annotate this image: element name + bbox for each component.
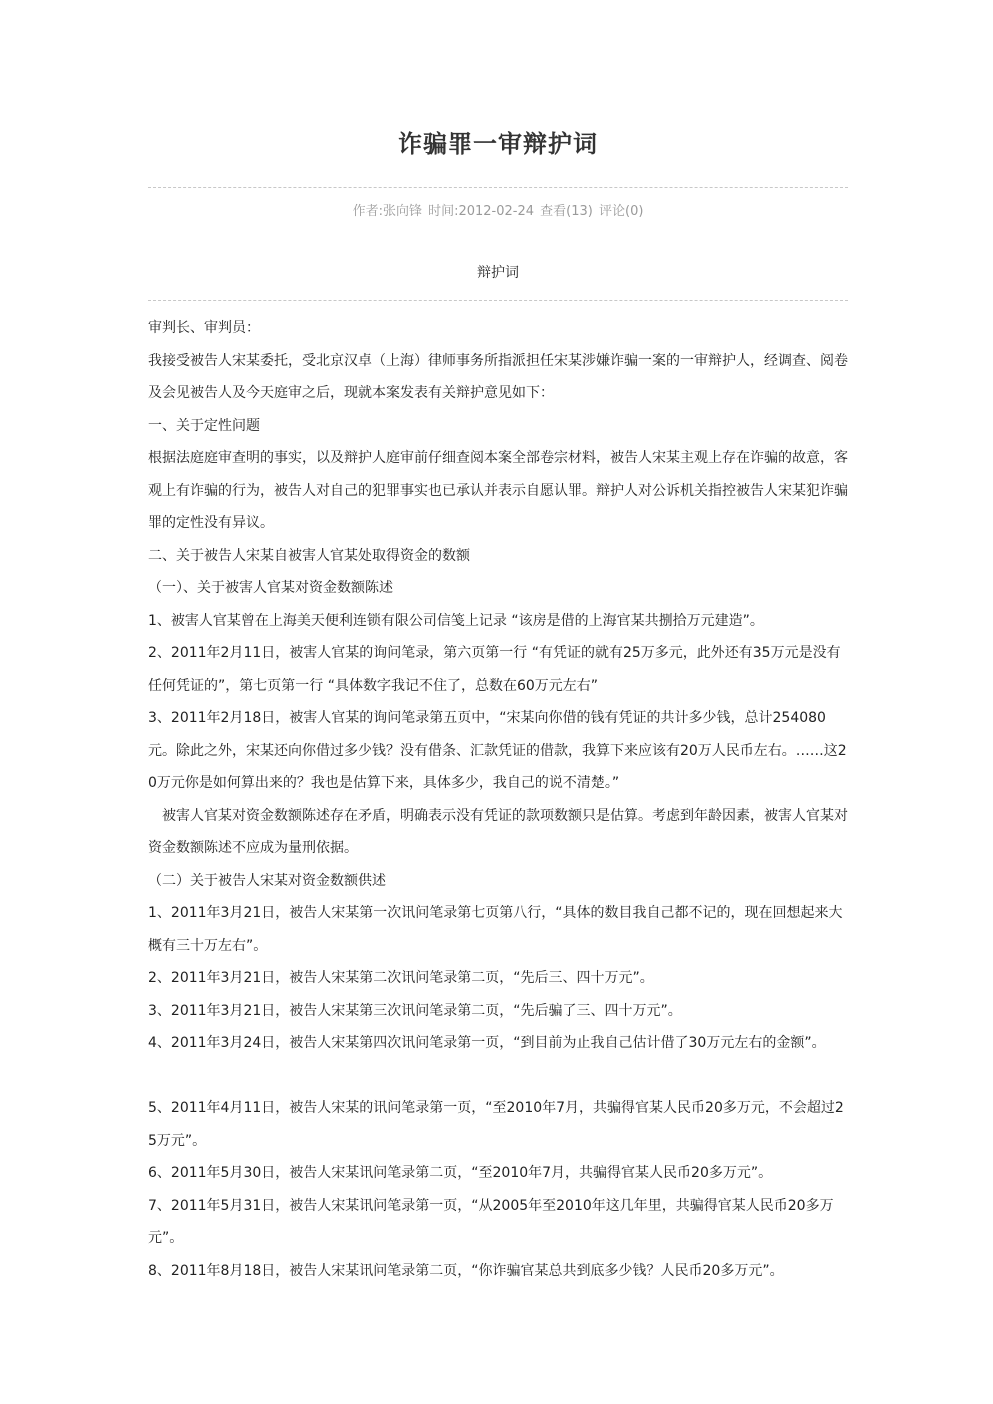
paragraph: 1、2011年3月21日，被告人宋某第一次讯问笔录第七页第八行，“具体的数目我自己都不记的，现在回想起来大概有三十万左右”。 xyxy=(148,905,843,954)
meta-views: 查看(13) xyxy=(540,204,593,219)
meta-comments: 评论(0) xyxy=(599,204,644,219)
paragraph: 被害人官某对资金数额陈述存在矛盾，明确表示没有凭证的款项数额只是估算。考虑到年龄因素，被害人官某对资金数额陈述不应成为量刑依据。 xyxy=(148,807,848,856)
document-body xyxy=(148,312,848,1287)
paragraph: （一）、关于被害人官某对资金数额陈述 xyxy=(148,580,393,596)
paragraph: （二）关于被告人宋某对资金数额供述 xyxy=(148,872,386,889)
subtitle-divider xyxy=(148,300,848,301)
paragraph: 7、2011年5月31日，被告人宋某讯问笔录第一页，“从2005年至2010年这几年里，共骗得官某人民币20多万元”。 xyxy=(148,1197,834,1246)
paragraph: 二、关于被告人宋某自被害人官某处取得资金的数额 xyxy=(148,547,470,564)
paragraph: 我接受被告人宋某委托，受北京汉卓（上海）律师事务所指派担任宋某涉嫌诈骗一案的一审辩护人，经调查、阅卷及会见被告人及今天庭审之后，现就本案发表有关辩护意见如下： xyxy=(148,352,848,401)
blank-line xyxy=(148,1060,848,1093)
paragraph: 一、关于定性问题 xyxy=(148,417,260,434)
paragraph: 根据法庭庭审查明的事实，以及辩护人庭审前仔细查阅本案全部卷宗材料，被告人宋某主观上存在诈骗的故意，客观上有诈骗的行为，被告人对自己的犯罪事实也已承认并表示自愿认罪。辩护人对公诉机关指控被告人宋某犯诈骗罪的定性没有异议。 xyxy=(148,450,848,531)
document-meta xyxy=(148,201,848,223)
meta-author: 作者:张向锋 xyxy=(352,204,422,219)
paragraph: 2、2011年2月11日，被害人官某的询问笔录，第六页第一行 “有凭证的就有25万多元，此外还有35万元是没有任何凭证的”，第七页第一行 “具体数字我记不住了，总数在60万元左右” xyxy=(148,645,841,694)
paragraph: 3、2011年3月21日，被告人宋某第三次讯问笔录第二页，“先后骗了三、四十万元”。 xyxy=(148,1002,682,1019)
document-title: 诈骗罪一审辩护词 xyxy=(398,130,598,158)
paragraph: 1、被害人官某曾在上海美天便利连锁有限公司信笺上记录 “该房是借的上海官某共捌拾万元建造”。 xyxy=(148,612,764,629)
paragraph: 6、2011年5月30日，被告人宋某讯问笔录第二页，“至2010年7月，共骗得官某人民币20多万元”。 xyxy=(148,1165,773,1181)
paragraph: 3、2011年2月18日，被害人官某的询问笔录第五页中，“宋某向你借的钱有凭证的共计多少钱，总计254080元。除此之外，宋某还向你借过多少钱？没有借条、汇款凭证的借款，我算下来应该有20万人民币左右。……这20万元你是如何算出来的？我也是估算下来，具体多少，我自己的说不清楚。” xyxy=(148,710,847,791)
paragraph: 审判长、审判员： xyxy=(148,320,260,336)
paragraph: 4、2011年3月24日，被告人宋某第四次讯问笔录第一页，“到目前为止我自己估计借了30万元左右的金额”。 xyxy=(148,1035,826,1051)
paragraph: 2、2011年3月21日，被告人宋某第二次讯问笔录第二页，“先后三、四十万元”。 xyxy=(148,970,654,986)
document-subtitle: 辩护词 xyxy=(477,265,519,281)
paragraph: 8、2011年8月18日，被告人宋某讯问笔录第二页，“你诈骗官某总共到底多少钱？人民币20多万元”。 xyxy=(148,1262,784,1279)
paragraph: 5、2011年4月11日，被告人宋某的讯问笔录第一页，“至2010年7月，共骗得官某人民币20多万元，不会超过25万元”。 xyxy=(148,1100,844,1149)
meta-time: 时间:2012-02-24 xyxy=(428,204,535,219)
title-divider xyxy=(148,187,848,188)
